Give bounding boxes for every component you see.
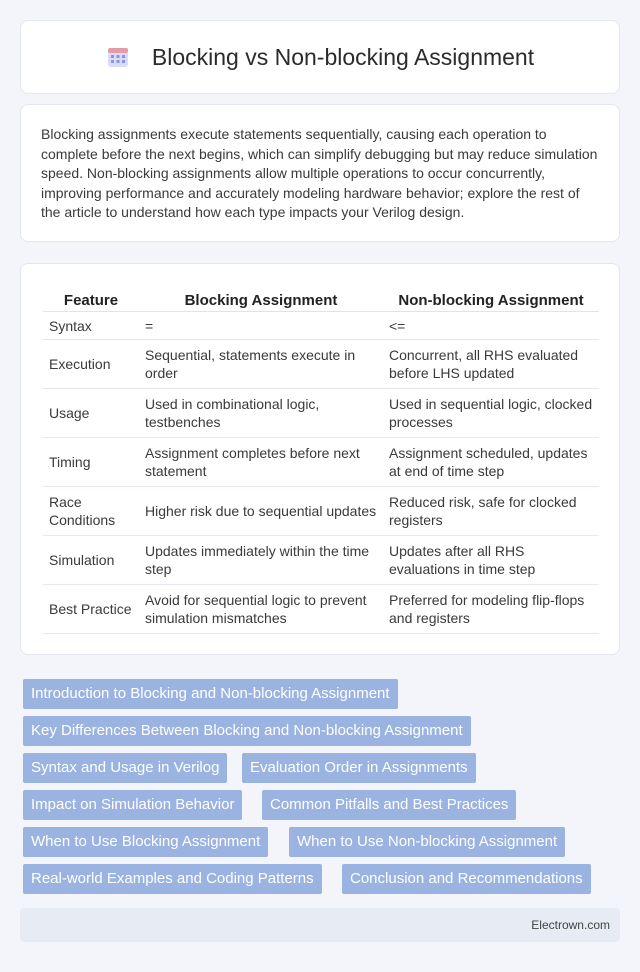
calendar-grid-icon (106, 45, 130, 69)
cell-feature: Best Practice (43, 585, 139, 634)
header-nonblocking: Non-blocking Assignment (383, 284, 599, 312)
intro-card (20, 104, 620, 242)
footer (20, 908, 620, 942)
cell-nonblocking: Updates after all RHS evaluations in time step (383, 536, 599, 585)
topic-link-examples[interactable]: Real-world Examples and Coding Patterns (23, 864, 322, 894)
table-row (43, 438, 599, 487)
table-row (43, 585, 599, 634)
cell-nonblocking: Used in sequential logic, clocked processes (383, 389, 599, 438)
cell-blocking: Assignment completes before next statement (139, 438, 383, 487)
cell-blocking: Updates immediately within the time step (139, 536, 383, 585)
topic-link-evaluation-order[interactable]: Evaluation Order in Assignments (242, 753, 476, 783)
cell-nonblocking: Reduced risk, safe for clocked registers (383, 487, 599, 536)
topic-link-conclusion[interactable]: Conclusion and Recommendations (342, 864, 591, 894)
cell-feature: Usage (43, 389, 139, 438)
topic-link-simulation-impact[interactable]: Impact on Simulation Behavior (23, 790, 242, 820)
topic-link-introduction[interactable]: Introduction to Blocking and Non-blocking Assignment (23, 679, 398, 709)
header-blocking: Blocking Assignment (139, 284, 383, 312)
cell-feature: Timing (43, 438, 139, 487)
cell-blocking: Higher risk due to sequential updates (139, 487, 383, 536)
cell-feature: Race Conditions (43, 487, 139, 536)
table-row (43, 487, 599, 536)
table-row (43, 536, 599, 585)
cell-blocking: Sequential, statements execute in order (139, 340, 383, 389)
cell-blocking: = (139, 312, 383, 340)
header-feature: Feature (43, 284, 139, 312)
intro-text: Blocking assignments execute statements sequentially, causing each operation to complete before the next begins, which can simplify debugging but may reduce simulation speed. Non-blocking assignments allow multiple operations to occur concurrently, improving performance and accurately modeling hardware behavior; explore the rest of the article to understand how each type impacts your Verilog design. (41, 126, 598, 220)
topic-link-key-differences[interactable]: Key Differences Between Blocking and Non-blocking Assignment (23, 716, 471, 746)
topic-link-when-blocking[interactable]: When to Use Blocking Assignment (23, 827, 268, 857)
title-card (20, 20, 620, 94)
cell-feature: Execution (43, 340, 139, 389)
page-title: Blocking vs Non-blocking Assignment (151, 43, 535, 70)
cell-feature: Simulation (43, 536, 139, 585)
table-row (43, 340, 599, 389)
cell-blocking: Avoid for sequential logic to prevent simulation mismatches (139, 585, 383, 634)
cell-nonblocking: Preferred for modeling flip-flops and registers (383, 585, 599, 634)
table-header-row (43, 284, 599, 312)
cell-blocking: Used in combinational logic, testbenches (139, 389, 383, 438)
topic-link-pitfalls[interactable]: Common Pitfalls and Best Practices (262, 790, 516, 820)
topic-link-syntax-usage[interactable]: Syntax and Usage in Verilog (23, 753, 227, 783)
cell-feature: Syntax (43, 312, 139, 340)
table-row (43, 389, 599, 438)
comparison-table (43, 284, 599, 634)
comparison-table-card (20, 263, 620, 655)
cell-nonblocking: <= (383, 312, 599, 340)
table-row (43, 312, 599, 340)
footer-site-name[interactable]: Electrown.com (531, 918, 610, 932)
cell-nonblocking: Concurrent, all RHS evaluated before LHS updated (383, 340, 599, 389)
cell-nonblocking: Assignment scheduled, updates at end of time step (383, 438, 599, 487)
topic-link-when-nonblocking[interactable]: When to Use Non-blocking Assignment (289, 827, 565, 857)
